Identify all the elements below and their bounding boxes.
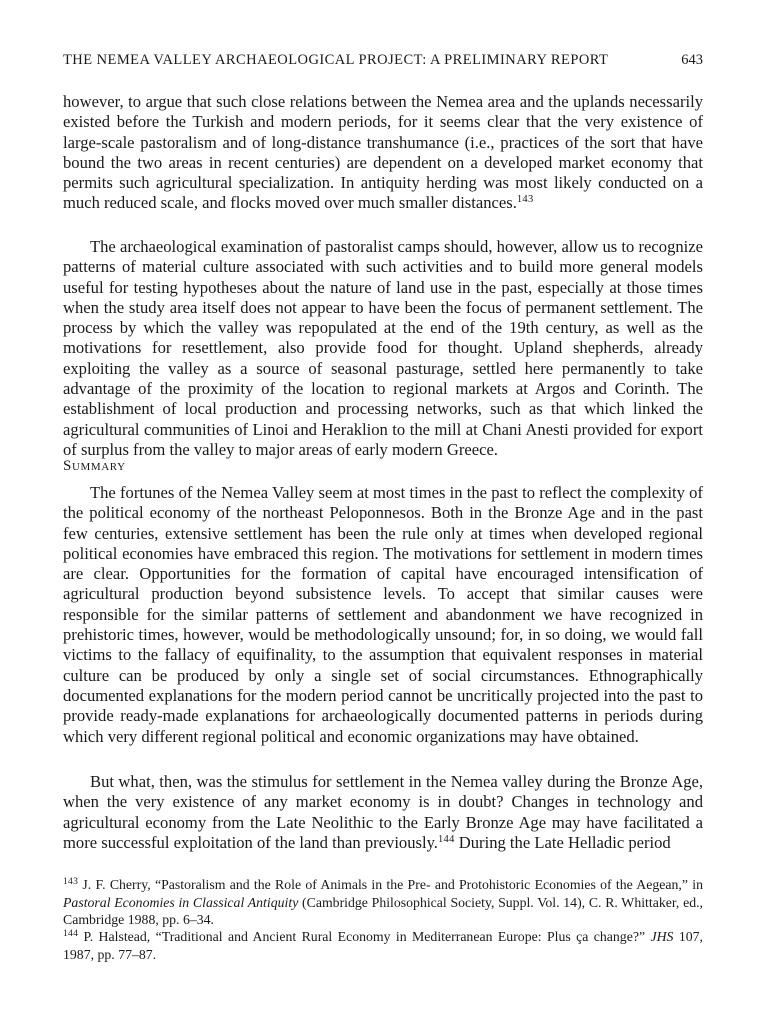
paragraph-4 bbox=[63, 772, 703, 853]
paragraph-4-text-end: During the Late Helladic period bbox=[454, 832, 671, 852]
running-head bbox=[63, 52, 703, 69]
paragraph-2 bbox=[63, 237, 703, 460]
footnote-144 bbox=[63, 928, 703, 963]
paragraph-1 bbox=[63, 92, 703, 214]
note-ref-143[interactable]: 143 bbox=[516, 194, 534, 206]
note-ref-144[interactable]: 144 bbox=[437, 833, 455, 845]
section-heading-summary: Summary bbox=[63, 458, 126, 474]
footnote-italic-title: Pastoral Economies in Classical Antiquity bbox=[63, 894, 299, 910]
footnote-number: 143 bbox=[63, 877, 79, 887]
paragraph-1-text: however, to argue that such close relations between the Nemea area and the uplands necessarily existed before the Turkish and modern periods, for it seems clear that the very existence of large-scale pastoralism and of long-distance transhumance (i.e., practices of the sort that have bound the two areas in recent centuries) are dependent on a developed market economy that permits such agricultural specialization. In antiquity herding was most likely conducted on a much reduced scale, and flocks moved over much smaller distances. bbox=[63, 92, 703, 213]
paragraph-4-text: But what, then, was the stimulus for settlement in the Nemea valley during the Bronze Age, when the very existence of any market economy is in doubt? Changes in technology and agricultural economy from the Late Neolithic to the Early Bronze Age may have facilitated a more successful exploitation of the land than previously. bbox=[63, 772, 703, 852]
footnote-italic-journal: JHS bbox=[650, 929, 674, 944]
footnote-text-end: 107, 1987, pp. 77–87. bbox=[63, 929, 704, 962]
paragraph-2-text: The archaeological examination of pastoralist camps should, however, allow us to recognize patterns of material culture associated with such activities and to build more general models useful for testing hypotheses about the nature of land use in the past, especially at those times when the study area itself does not appear to have been the focus of permanent settlement. The process by which the valley was repopulated at the end of the 19th century, as well as the motivations for resettlement, also provide food for thought. Upland shepherds, already exploiting the valley as a source of seasonal pasturage, settled here permanently to take advantage of the proximity of the location to regional markets at Argos and Corinth. The establishment of local production and processing networks, such as that which linked the agricultural communities of Linoi and Heraklion to the mill at Chani Anesti provided for export of surplus from the valley to major areas of early modern Greece. bbox=[63, 237, 703, 459]
footnote-text: P. Halstead, “Traditional and Ancient Rural Economy in Mediterranean Europe: Plus ça change?” bbox=[78, 929, 651, 944]
page-number: 643 bbox=[681, 52, 703, 68]
footnote-text: J. F. Cherry, “Pastoralism and the Role of Animals in the Pre- and Protohistoric Economies of the Aegean,” in bbox=[78, 877, 703, 892]
footnote-143 bbox=[63, 876, 703, 929]
paragraph-3 bbox=[63, 483, 703, 747]
paragraph-3-text: The fortunes of the Nemea Valley seem at most times in the past to reflect the complexity of the political economy of the northeast Peloponnesos. Both in the Bronze Age and in the past few centuries, extensive settlement has been the rule only at times when developed regional political economies have embraced this region. The motivations for settlement in modern times are clear. Opportunities for the formation of capital have encouraged intensification of agricultural production beyond subsistence levels. To accept that similar causes were responsible for the similar patterns of settlement and abandonment we have recognized in prehistoric times, however, would be methodologically unsound; for, in so doing, we would fall victims to the fallacy of equifinality, to the assumption that equivalent responses in material culture can be produced by only a single set of social circumstances. Ethnographically documented explanations for the modern period cannot be uncritically projected into the past to provide ready-made explanations for archaeologically documented patterns in periods during which very different regional political and economic organizations may have obtained. bbox=[63, 483, 703, 746]
footnote-text-end: (Cambridge Philosophical Society, Suppl. Vol. 14), C. R. Whittaker, ed., Cambridge 1988, pp. 6–34. bbox=[63, 894, 703, 928]
running-title: THE NEMEA VALLEY ARCHAEOLOGICAL PROJECT: A PRELIMINARY REPORT bbox=[63, 52, 609, 68]
footnote-number: 144 bbox=[63, 929, 79, 939]
